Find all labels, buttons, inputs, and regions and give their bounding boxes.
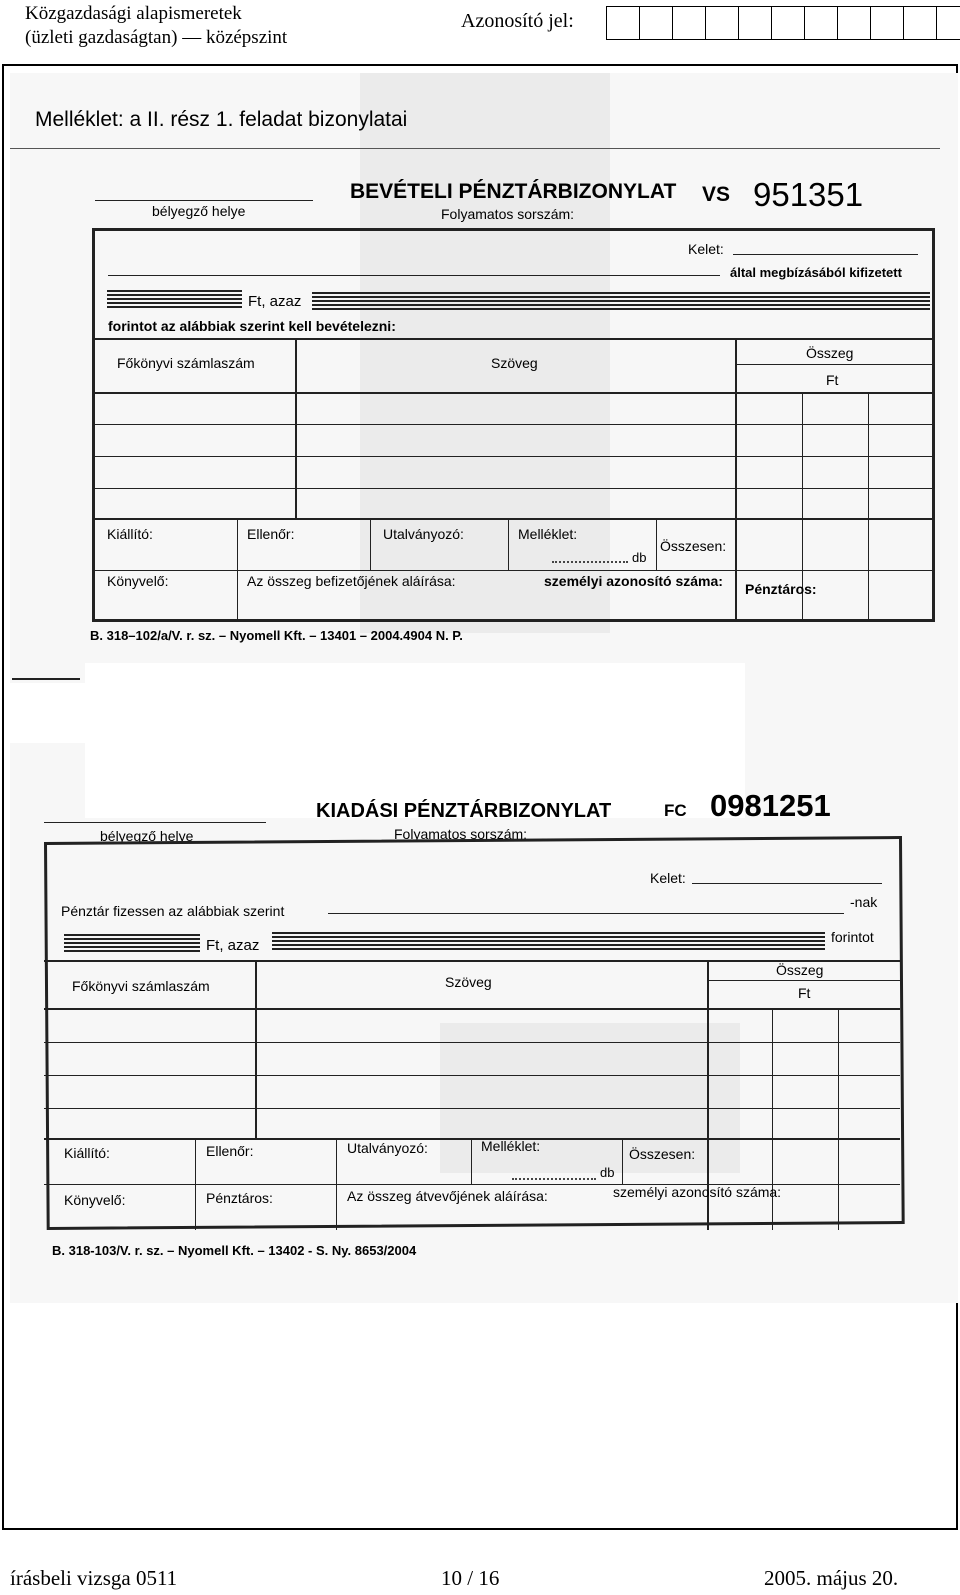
amount-split xyxy=(707,980,900,981)
table-top xyxy=(44,960,900,962)
db-out: db xyxy=(600,1165,615,1180)
id-label: Azonosító jel: xyxy=(461,10,574,32)
attachment-out: Melléklet: xyxy=(481,1138,541,1154)
serial-number-in: 951351 xyxy=(753,176,864,213)
footer-exam: írásbeli vizsga 0511 xyxy=(10,1566,178,1590)
date-label-in: Kelet: xyxy=(688,241,724,257)
id-box[interactable] xyxy=(772,7,805,39)
row-line xyxy=(92,570,935,571)
date-label-out: Kelet: xyxy=(650,870,686,886)
paid-by-label: által megbízásából kifizetett xyxy=(730,265,902,280)
col-line xyxy=(622,1138,623,1184)
receiver-signature-out: Az összeg átvevőjének aláírása: xyxy=(347,1188,548,1204)
serial-prefix-in: VS xyxy=(702,183,731,206)
col-text-out: Szöveg xyxy=(445,974,492,990)
col-ft-in: Ft xyxy=(826,372,839,388)
payer-line[interactable] xyxy=(108,275,720,276)
amount-split xyxy=(735,364,935,365)
forintot-label: forintot xyxy=(831,929,874,945)
payer-signature-in: Az összeg befizetőjének aláírása: xyxy=(247,573,456,589)
date-line[interactable] xyxy=(692,883,882,884)
page-header-subject xyxy=(25,2,287,50)
stamp-label-out: bélyegző helye xyxy=(100,828,194,844)
id-box[interactable] xyxy=(871,7,904,39)
amount-hatch xyxy=(107,290,242,308)
ft-azaz-out: Ft, azaz xyxy=(206,937,260,954)
id-box[interactable] xyxy=(739,7,772,39)
print-code-out: B. 318-103/V. r. sz. – Nyomell Kft. – 13402 - S. Ny. 8653/2004 xyxy=(52,1243,417,1258)
col-line xyxy=(868,392,869,621)
date-line[interactable] xyxy=(733,254,918,255)
id-box[interactable] xyxy=(640,7,673,39)
col-amount-out: Összeg xyxy=(776,962,824,978)
authorizer-out: Utalványozó: xyxy=(347,1140,428,1156)
amount-words-hatch xyxy=(272,932,825,950)
row-line xyxy=(92,424,935,425)
nak-label: -nak xyxy=(850,894,878,910)
attachment-in: Melléklet: xyxy=(518,526,578,542)
receipt-in-form xyxy=(92,228,935,622)
row-line xyxy=(44,1042,900,1043)
col-account-out: Főkönyvi számlaszám xyxy=(72,978,210,994)
col-amount-in: Összeg xyxy=(806,345,854,361)
id-box[interactable] xyxy=(838,7,871,39)
scan-mark xyxy=(12,678,80,680)
print-code-in: B. 318–102/a/V. r. sz. – Nyomell Kft. – 13401 – 2004.4904 N. P. xyxy=(90,628,463,643)
row-line xyxy=(92,456,935,457)
col-account-in: Főkönyvi számlaszám xyxy=(117,355,255,371)
id-box[interactable] xyxy=(805,7,838,39)
id-box[interactable] xyxy=(937,7,960,39)
total-in: Összesen: xyxy=(660,538,727,554)
col-line xyxy=(735,338,737,621)
col-ft-out: Ft xyxy=(798,985,811,1001)
pay-instruction: Pénztár fizessen az alábbiak szerint xyxy=(61,903,285,919)
stamp-line xyxy=(44,822,266,823)
table-top xyxy=(92,338,935,340)
instruction-in: forintot az alábbiak szerint kell bevételezni: xyxy=(108,318,396,334)
cashier-out: Pénztáros: xyxy=(206,1190,273,1206)
row-line xyxy=(44,1075,900,1076)
id-boxes[interactable] xyxy=(606,6,960,40)
divider xyxy=(10,148,940,149)
bookkeeper-in: Könyvelő: xyxy=(107,573,169,589)
cashier-in: Pénztáros: xyxy=(745,581,817,597)
stamp-line xyxy=(95,200,313,201)
id-box[interactable] xyxy=(673,7,706,39)
attachment-count-out[interactable] xyxy=(512,1178,596,1180)
footer-date: 2005. május 20. xyxy=(764,1566,899,1590)
col-line xyxy=(370,518,371,570)
checker-out: Ellenőr: xyxy=(206,1143,254,1159)
total-out: Összesen: xyxy=(629,1146,696,1162)
scan-blank xyxy=(85,663,745,818)
payee-line[interactable] xyxy=(328,913,844,914)
col-line xyxy=(656,518,657,570)
receipt-in-title: BEVÉTELI PÉNZTÁRBIZONYLAT xyxy=(350,180,677,203)
personal-id-out: személyi azonosító száma: xyxy=(613,1184,782,1200)
subject-title: Közgazdasági alapismeretek xyxy=(25,3,242,24)
issuer-out: Kiállító: xyxy=(64,1145,110,1161)
serial-label-out: Folyamatos sorszám: xyxy=(394,826,528,842)
bookkeeper-out: Könyvelő: xyxy=(64,1192,126,1208)
serial-prefix-out: FC xyxy=(664,801,687,820)
db-in: db xyxy=(632,550,647,565)
serial-label-in: Folyamatos sorszám: xyxy=(441,206,575,222)
personal-id-in: személyi azonosító száma: xyxy=(544,573,723,589)
col-text-in: Szöveg xyxy=(491,355,538,371)
row-line xyxy=(92,488,935,489)
stamp-label-in: bélyegző helye xyxy=(152,203,246,219)
subject-level: (üzleti gazdaságtan) — középszint xyxy=(25,27,288,48)
row-line xyxy=(44,1138,900,1140)
id-box[interactable] xyxy=(904,7,937,39)
row-line xyxy=(44,1108,900,1109)
id-box[interactable] xyxy=(706,7,739,39)
checker-in: Ellenőr: xyxy=(247,526,295,542)
id-box[interactable] xyxy=(607,7,640,39)
receipt-out-title: KIADÁSI PÉNZTÁRBIZONYLAT xyxy=(316,800,612,822)
ft-azaz-in: Ft, azaz xyxy=(248,293,302,310)
row-line xyxy=(92,518,935,520)
col-line xyxy=(255,960,257,1140)
row-line xyxy=(92,392,935,394)
amount-hatch xyxy=(64,934,200,952)
issuer-in: Kiállító: xyxy=(107,526,153,542)
attachment-title: Melléklet: a II. rész 1. feladat bizonylatai xyxy=(35,108,408,131)
serial-number-out: 0981251 xyxy=(710,788,831,823)
col-line xyxy=(295,338,297,518)
attachment-count-in[interactable] xyxy=(552,561,628,563)
scan-blank xyxy=(10,683,85,743)
amount-words-hatch xyxy=(312,292,930,310)
footer-page: 10 / 16 xyxy=(441,1566,500,1590)
col-line xyxy=(508,518,509,570)
receipt-out-form xyxy=(44,836,905,1230)
authorizer-in: Utalványozó: xyxy=(383,526,464,542)
col-line xyxy=(471,1138,472,1184)
